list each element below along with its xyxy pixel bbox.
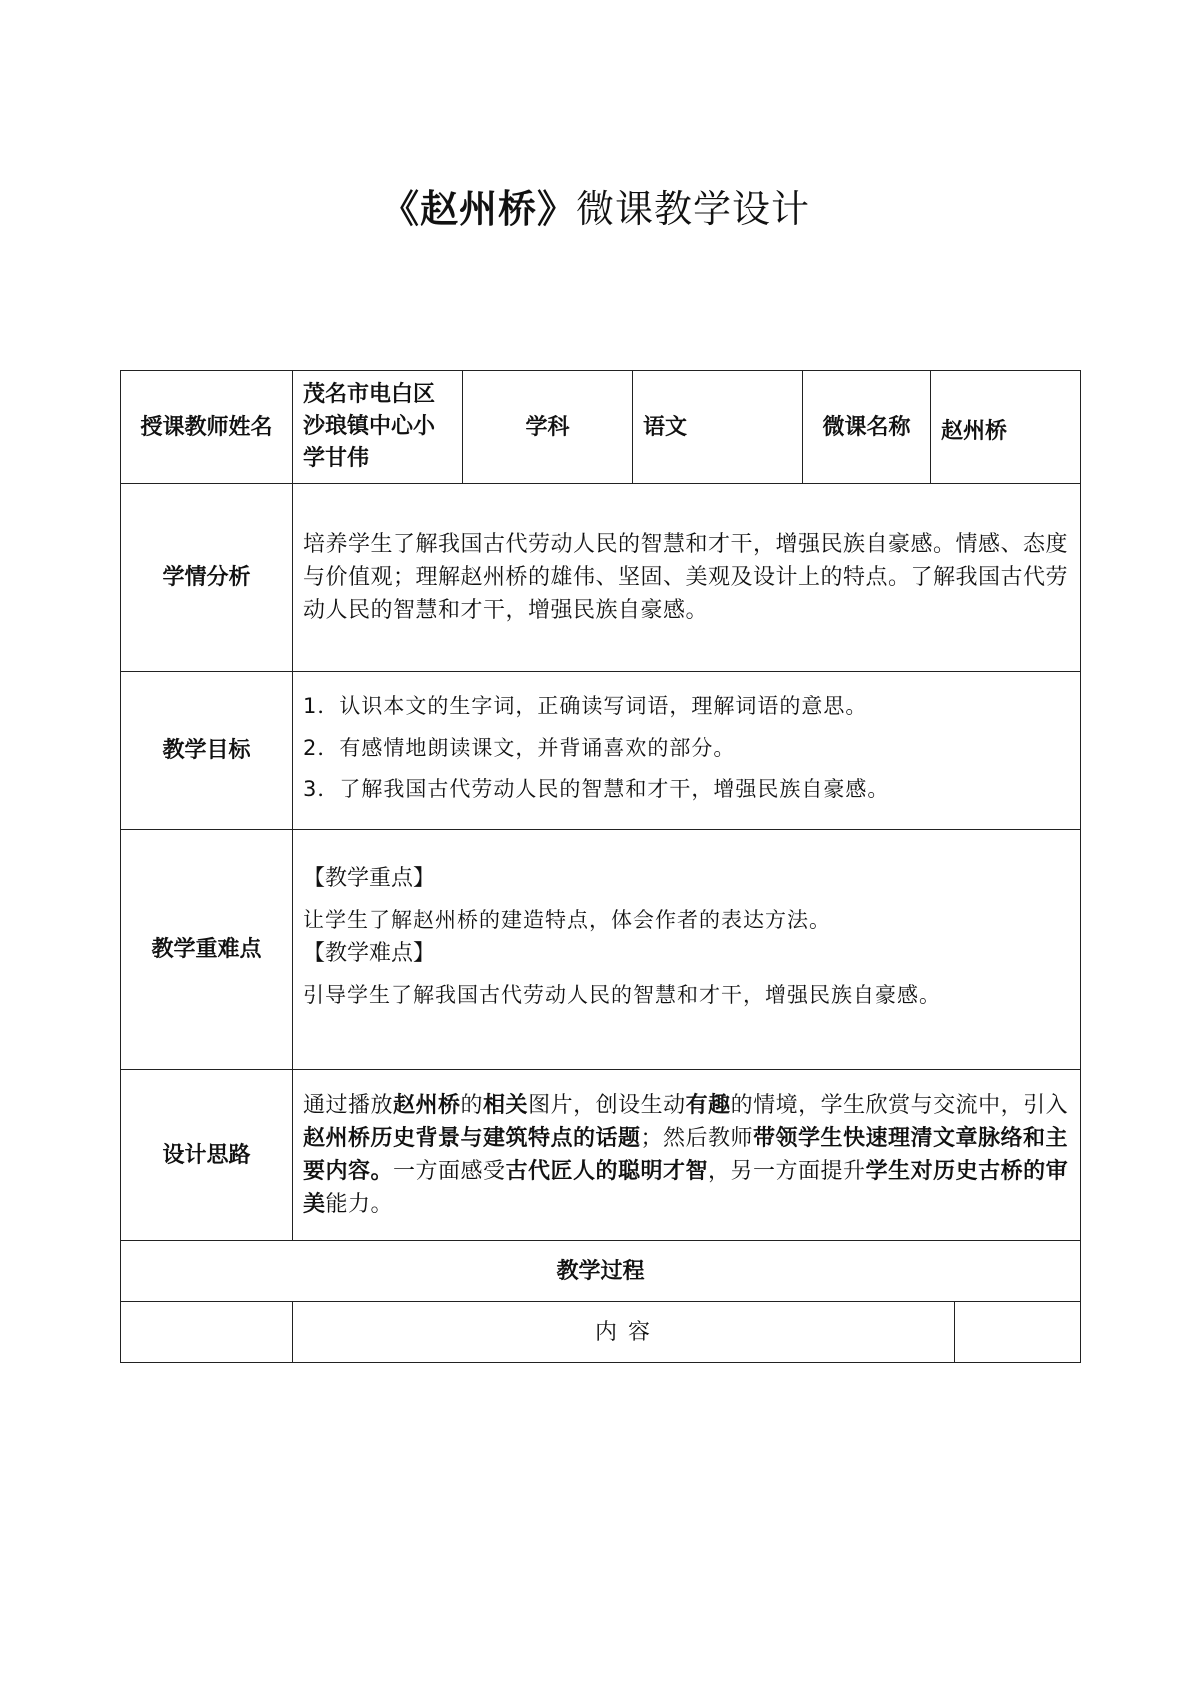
teacher-line: 学甘伟 [303,446,370,471]
info-row [121,371,1081,484]
lesson-plan-table [120,370,1081,1363]
goal-item: 3．了解我国古代劳动人民的智慧和才干，增强民族自豪感。 [303,777,890,802]
focus-heading: 【教学重点】 [303,866,436,891]
teacher-label: 授课教师姓名 [121,371,293,484]
design-segment: 的情境，学生欣赏与交流中，引入 [730,1093,1069,1118]
design-row [121,1070,1081,1241]
process-header-row [121,1241,1081,1302]
teacher-line: 沙琅镇中心小 [303,414,436,439]
document-title [0,178,1191,233]
key-points-row [121,830,1081,1070]
title-bold: 《赵州桥》 [380,187,576,231]
goals-label: 教学目标 [121,672,293,830]
design-segment: 审美 [303,1159,1069,1217]
difficulty-text: 引导学生了解我国古代劳动人民的智慧和才干，增强民族自豪感。 [303,982,941,1007]
process-empty-cell [955,1302,1081,1363]
design-segment: 相关 [483,1093,529,1118]
difficulty-heading: 【教学难点】 [303,940,436,966]
key-points-content [293,830,1081,1070]
design-segment: 学生对历史古桥的 [865,1159,1046,1184]
goals-row [121,672,1081,830]
analysis-text: 培养学生了解我国古代劳动人民的智慧和才干，增强民族自豪感。情感、态度与价值观；理解赵州桥的雄伟、坚固、美观及设计上的特点。了解我国古代劳动人民的智慧和才干，增强民族自豪感。 [293,484,1081,672]
title-plain: 微课教学设计 [576,187,811,231]
teacher-name-cell [293,371,463,484]
design-segment: 赵州桥 [393,1093,461,1118]
process-header: 教学过程 [121,1241,1081,1302]
design-text [293,1070,1081,1241]
lesson-name-value: 赵州桥 [931,371,1081,484]
design-segment: 一方面感受 [393,1159,506,1184]
design-segment: 带领学生快速理清文章脉络和主要内容。 [303,1126,1069,1184]
design-segment: ，另一方面提升 [708,1159,866,1184]
design-segment: 赵州桥历史背景与建筑特点的话题 [303,1126,641,1151]
design-segment: ；然后教师 [640,1126,754,1151]
design-segment: 古代匠人的聪明才智 [505,1159,709,1184]
lesson-name-label: 微课名称 [803,371,931,484]
focus-text: 让学生了解赵州桥的建造特点，体会作者的表达方法。 [303,908,831,932]
design-segment: 的 [460,1093,484,1118]
process-content-row [121,1302,1081,1363]
goals-list [293,672,1081,830]
design-segment: 图片，创设生动 [528,1093,686,1118]
process-empty-cell [121,1302,293,1363]
subject-value: 语文 [633,371,803,484]
design-segment: 有趣 [685,1093,731,1118]
subject-label: 学科 [463,371,633,484]
analysis-row [121,484,1081,672]
design-segment: 能力。 [325,1192,394,1217]
analysis-label: 学情分析 [121,484,293,672]
teacher-line: 茂名市电白区 [303,382,436,407]
goal-item: 2．有感情地朗读课文，并背诵喜欢的部分。 [303,735,736,760]
design-segment: 通过播放 [303,1093,394,1118]
goal-item: 1．认识本文的生字词，正确读写词语，理解词语的意思。 [303,694,868,719]
process-content-label: 内 容 [293,1302,955,1363]
design-label: 设计思路 [121,1070,293,1241]
key-points-label: 教学重难点 [121,830,293,1070]
